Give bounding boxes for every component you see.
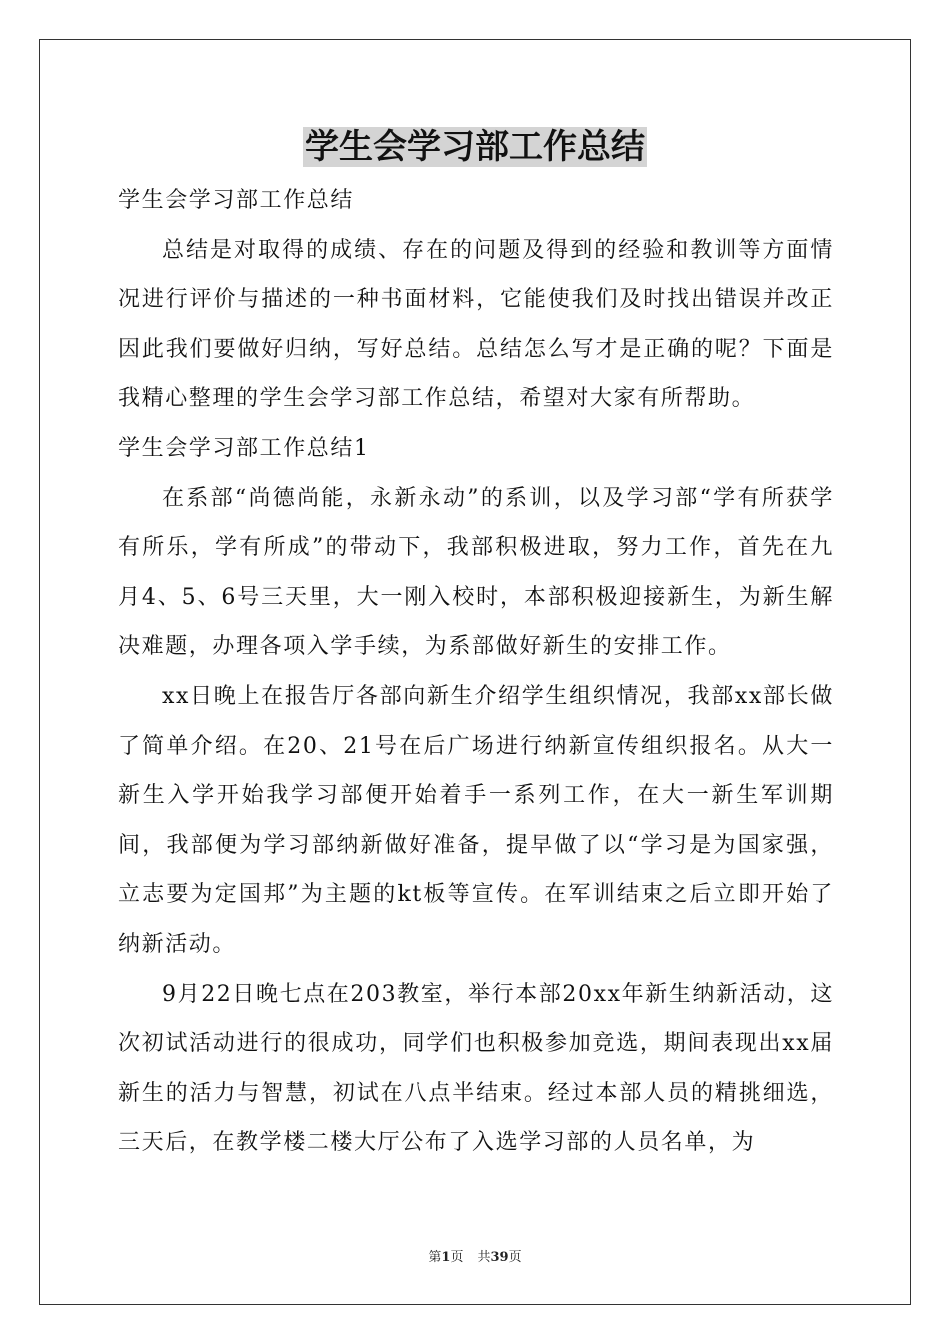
footer-total-prefix: 共 [477, 1250, 491, 1265]
paragraph: 总结是对取得的成绩、存在的问题及得到的经验和教训等方面情况进行评价与描述的一种书面材料，它能使我们及时找出错误并改正因此我们要做好归纳，写好总结。总结怎么写才是正确的呢？下面是我精心整理的学生会学习部工作总结，希望对大家有所帮助。 [118, 237, 834, 412]
footer-prefix: 第 [428, 1250, 442, 1265]
footer-total-pages: 39 [490, 1250, 509, 1265]
document-title-text: 学生会学习部工作总结 [305, 127, 645, 167]
page-footer [0, 1246, 950, 1265]
section-heading: 学生会学习部工作总结 [118, 188, 355, 213]
document-body [118, 176, 834, 1168]
document-title [0, 122, 950, 172]
footer-page-suffix: 页 [450, 1250, 464, 1265]
paragraph: 在系部“尚德尚能，永新永动”的系训，以及学习部“学有所获学有所乐，学有所成”的带动下，我部积极进取，努力工作，首先在九月4、5、6号三天里，大一刚入校时，本部积极迎接新生，为新生解决难题，办理各项入学手续，为系部做好新生的安排工作。 [118, 485, 834, 660]
footer-total-suffix: 页 [508, 1250, 522, 1265]
paragraph: 9月22日晚七点在203教室，举行本部20xx年新生纳新活动，这次初试活动进行的很成功，同学们也积极参加竞选，期间表现出xx届新生的活力与智慧，初试在八点半结束。经过本部人员的精挑细选，三天后，在教学楼二楼大厅公布了入选学习部的人员名单，为 [118, 981, 834, 1156]
paragraph: xx日晚上在报告厅各部向新生介绍学生组织情况，我部xx部长做了简单介绍。在20、21号在后广场进行纳新宣传组织报名。从大一新生入学开始我学习部便开始着手一系列工作，在大一新生军训期间，我部便为学习部纳新做好准备，提早做了以“学习是为国家强，立志要为定国邦”为主题的kt板等宣传。在军训结束之后立即开始了纳新活动。 [118, 683, 834, 957]
footer-current-page: 1 [441, 1250, 451, 1265]
section-heading: 学生会学习部工作总结1 [118, 435, 370, 461]
